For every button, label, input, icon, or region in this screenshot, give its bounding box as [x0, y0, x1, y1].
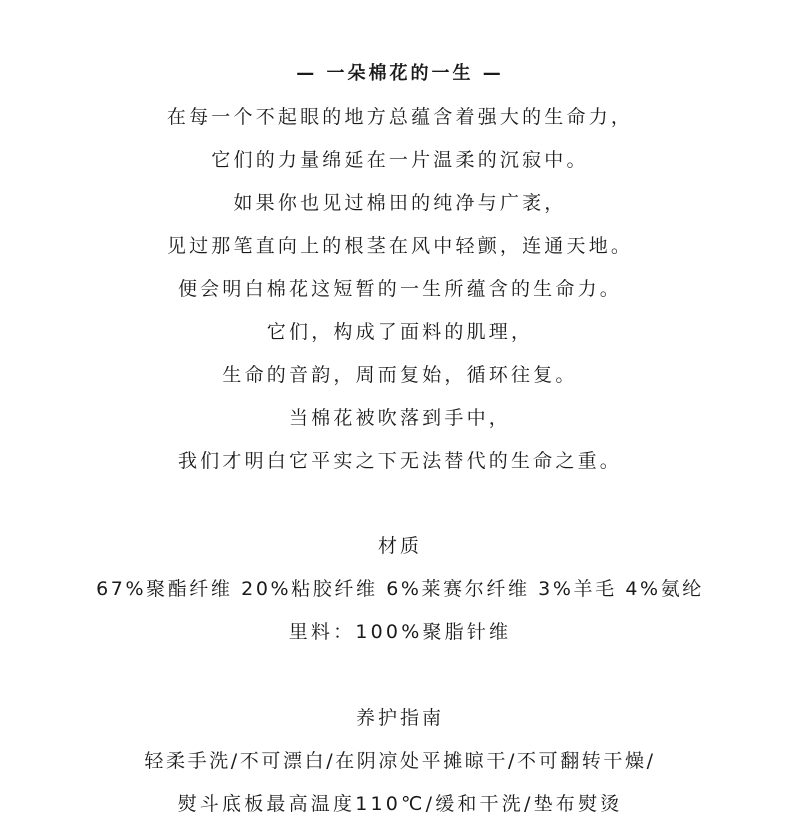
material-composition: 67%聚酯纤维 20%粘胶纤维 6%莱赛尔纤维 3%羊毛 4%氨纶	[96, 578, 704, 600]
care-heading: 养护指南	[355, 707, 444, 729]
poem-line: 生命的音韵，周而复始，循环往复。	[222, 364, 578, 386]
poem-title: — 一朵棉花的一生 —	[296, 63, 504, 84]
poem-line: 我们才明白它平实之下无法替代的生命之重。	[177, 450, 622, 472]
poem-line: 见过那笔直向上的根茎在风中轻颤，连通天地。	[166, 235, 634, 257]
material-lining: 里料：100%聚脂针维	[288, 621, 512, 643]
poem-line: 在每一个不起眼的地方总蕴含着强大的生命力，	[166, 106, 634, 128]
care-instructions-line-2: 熨斗底板最高温度110℃/缓和干洗/垫布熨烫	[177, 793, 623, 815]
material-heading: 材质	[377, 535, 422, 557]
poem-line: 便会明白棉花这短暂的一生所蕴含的生命力。	[177, 278, 622, 300]
poem-line: 它们的力量绵延在一片温柔的沉寂中。	[211, 149, 589, 171]
poem-line: 它们，构成了面料的肌理，	[266, 321, 534, 343]
care-instructions-line-1: 轻柔手洗/不可漂白/在阴凉处平摊晾干/不可翻转干燥/	[144, 750, 656, 772]
poem-line: 当棉花被吹落到手中，	[288, 407, 511, 429]
poem-line: 如果你也见过棉田的纯净与广袤，	[233, 192, 567, 214]
